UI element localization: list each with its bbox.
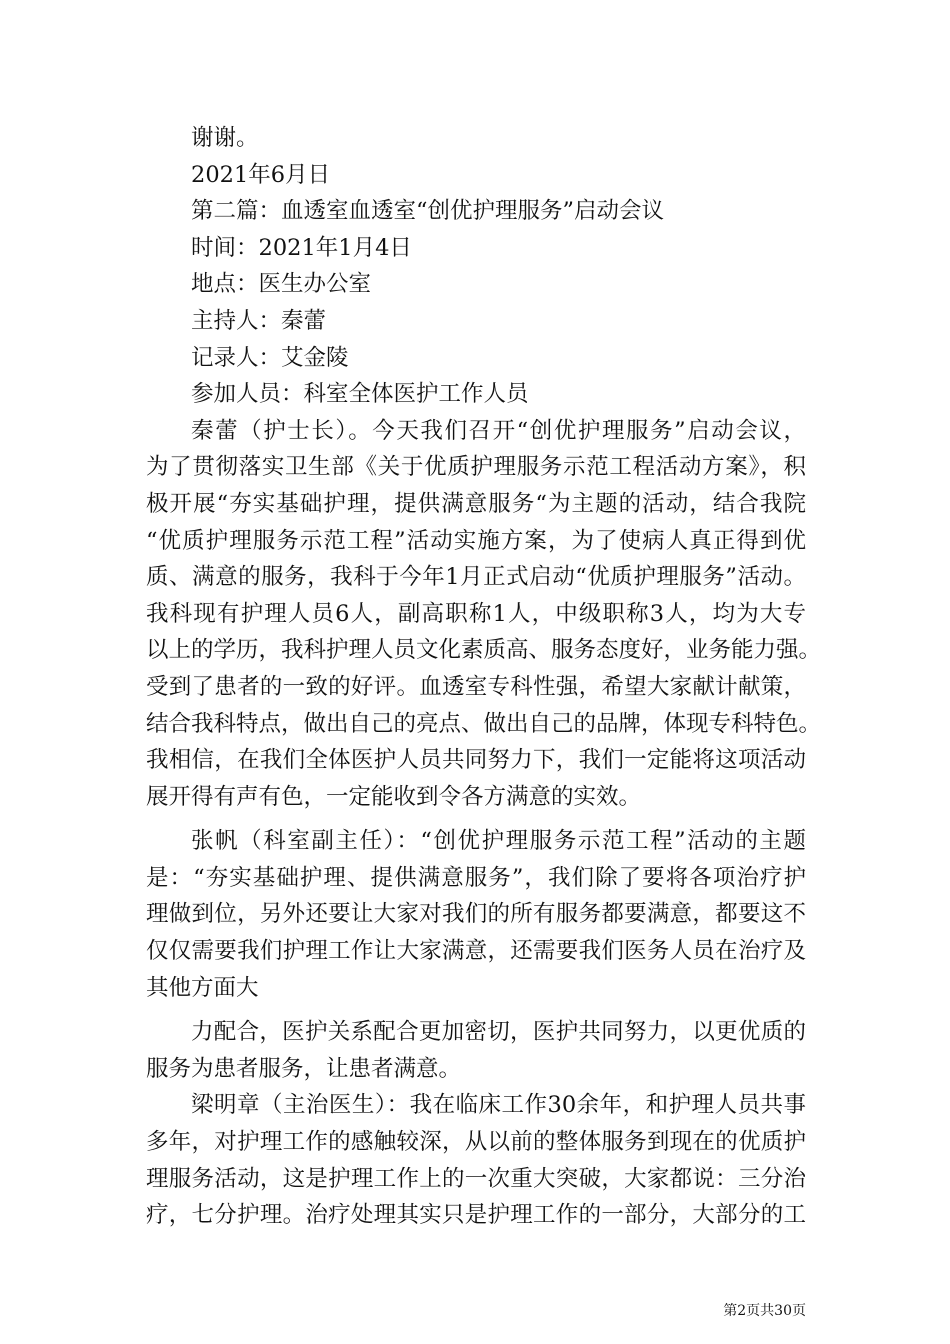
header-block — [146, 120, 806, 413]
paragraph-line: 结合我科特点，做出自己的亮点、做出自己的品牌，体现专科特色。 — [146, 710, 822, 737]
closing-thanks: 谢谢。 — [191, 125, 259, 151]
paragraph-line: 极开展“夯实基础护理，提供满意服务“为主题的活动，结合我院 — [146, 490, 806, 517]
paragraph-line: 仅仅需要我们护理工作让大家满意，还需要我们医务人员在治疗及 — [146, 938, 806, 965]
paragraph-line: 服务为患者服务，让患者满意。 — [146, 1055, 462, 1082]
paragraph-line: 梁明章（主治医生）：我在临床工作30余年，和护理人员共事 — [191, 1092, 806, 1119]
paragraph-head-nurse — [146, 413, 822, 816]
paragraph-line: 力配合，医护关系配合更加密切，医护共同努力，以更优质的 — [191, 1019, 806, 1046]
page-number: 第2页共30页 — [723, 1303, 806, 1319]
meeting-time: 时间：2021年1月4日 — [191, 234, 412, 261]
paragraph-attending-doctor — [146, 1087, 806, 1233]
paragraph-gap — [146, 1006, 806, 1014]
paragraph-line: 质、满意的服务，我科于今年1月正式启动“优质护理服务”活动。 — [146, 564, 806, 591]
paragraph-line: 我相信，在我们全体医护人员共同努力下，我们一定能将这项活动 — [146, 747, 806, 774]
paragraph-line: 为了贯彻落实卫生部《关于优质护理服务示范工程活动方案》，积 — [146, 454, 806, 481]
document-body — [146, 120, 822, 1234]
page-footer — [0, 1302, 806, 1320]
paragraph-line: 以上的学历，我科护理人员文化素质高、服务态度好，业务能力强。 — [146, 637, 822, 664]
meeting-attendees: 参加人员：科室全体医护工作人员 — [191, 381, 529, 408]
paragraph-line: 张帆（科室副主任）：“创优护理服务示范工程”活动的主题 — [191, 828, 806, 855]
paragraph-line: 理做到位，另外还要让大家对我们的所有服务都要满意，都要这不 — [146, 901, 806, 928]
paragraph-line: 其他方面大 — [146, 974, 259, 1001]
closing-date: 2021年6月日 — [191, 161, 331, 188]
paragraph-deputy-director — [146, 823, 806, 1006]
paragraph-line: 多年，对护理工作的感触较深，从以前的整体服务到现在的优质护 — [146, 1129, 806, 1156]
paragraph-continuation — [146, 1014, 806, 1087]
section-title: 第二篇：血透室血透室“创优护理服务”启动会议 — [191, 198, 665, 225]
paragraph-line: 秦蕾（护士长）。今天我们召开“创优护理服务”启动会议， — [191, 417, 806, 444]
meeting-location: 地点：医生办公室 — [191, 271, 372, 298]
meeting-recorder: 记录人：艾金陵 — [191, 344, 349, 371]
meeting-host: 主持人：秦蕾 — [191, 307, 327, 334]
paragraph-line: 我科现有护理人员6人，副高职称1人，中级职称3人，均为大专 — [146, 600, 806, 627]
paragraph-line: 疗，七分护理。治疗处理其实只是护理工作的一部分，大部分的工 — [146, 1202, 806, 1229]
paragraph-line: 展开得有声有色，一定能收到令各方满意的实效。 — [146, 783, 642, 810]
paragraph-line: 受到了患者的一致的好评。血透室专科性强，希望大家献计献策， — [146, 673, 806, 700]
paragraph-line: “优质护理服务示范工程”活动实施方案，为了使病人真正得到优 — [146, 527, 806, 554]
paragraph-gap — [146, 815, 806, 823]
paragraph-line: 理服务活动，这是护理工作上的一次重大突破，大家都说：三分治 — [146, 1165, 806, 1192]
paragraph-line: 是：“夯实基础护理、提供满意服务”，我们除了要将各项治疗护 — [146, 864, 806, 891]
